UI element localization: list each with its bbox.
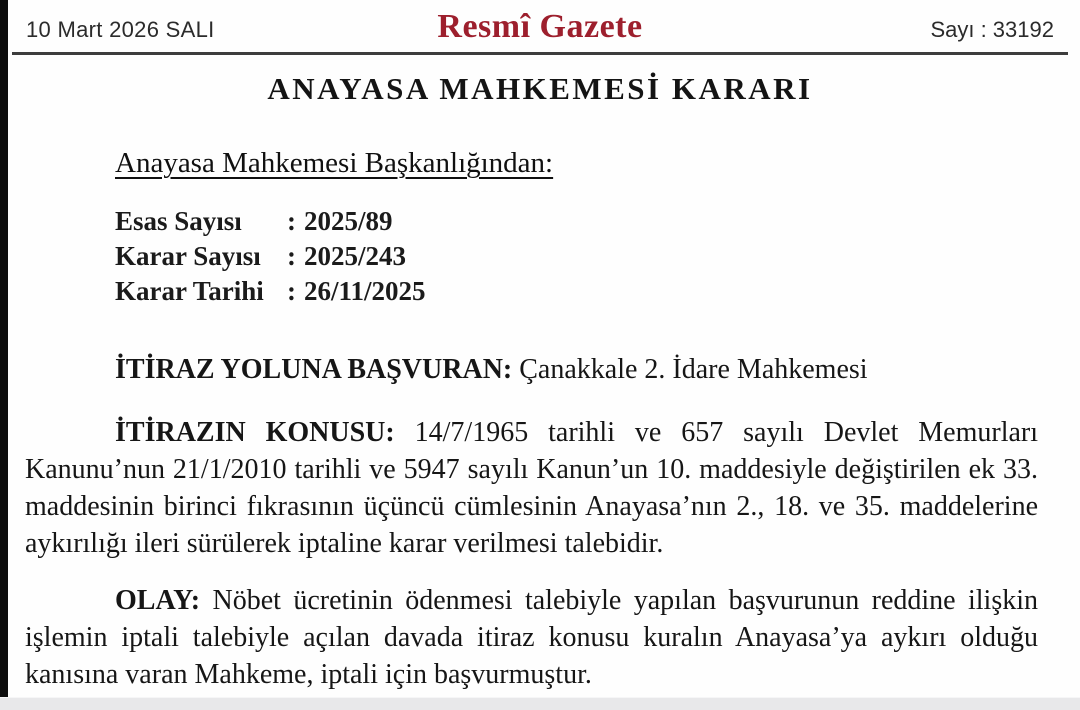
case-info-block bbox=[115, 204, 1080, 309]
case-separator: : bbox=[287, 276, 296, 306]
issue-date: 10 Mart 2026 SALI bbox=[26, 17, 215, 42]
case-info-row-esas bbox=[115, 204, 1080, 239]
masthead-title: Resmî Gazete bbox=[437, 8, 643, 45]
case-info-row-karar-sayisi bbox=[115, 239, 1080, 274]
incident-text: Nöbet ücretinin ödenmesi talebiyle yapılan başvurunun reddine ilişkin işlemin iptali talebiyle açılan davada itiraz konusu kuralın Anayasa’ya aykırı olduğu kanısına varan Mahkeme, iptali için başvurmuştur. bbox=[25, 585, 1038, 690]
subject-paragraph bbox=[25, 414, 1038, 562]
applicant-label: İTİRAZ YOLUNA BAŞVURAN: bbox=[115, 354, 513, 385]
case-label: Karar Tarihi bbox=[115, 276, 264, 306]
case-value: 26/11/2025 bbox=[304, 276, 426, 306]
subject-label: İTİRAZIN KONUSU: bbox=[115, 417, 395, 448]
issue-number: Sayı : 33192 bbox=[930, 17, 1054, 42]
subject-text: 14/7/1965 tarihli ve 657 sayılı Devlet Memurları Kanunu’nun 21/1/2010 tarihli ve 5947 sayılı Kanun’un 10. maddesiyle değiştirilen ek 33. maddesinin birinci fıkrasının üçüncü cümlesinin Anayasa’nın 2., 18. ve 35. maddelerine aykırılığı ileri sürülerek iptaline karar verilmesi talebidir. bbox=[25, 417, 1039, 559]
bottom-edge-scan-band bbox=[0, 697, 1080, 710]
case-label: Esas Sayısı bbox=[115, 206, 242, 236]
gazette-header bbox=[0, 0, 1080, 44]
applicant-paragraph bbox=[25, 351, 1038, 388]
case-separator: : bbox=[287, 241, 296, 271]
case-separator: : bbox=[287, 206, 296, 236]
header-divider bbox=[12, 52, 1068, 55]
incident-label: OLAY: bbox=[115, 585, 201, 616]
case-value: 2025/243 bbox=[304, 241, 407, 271]
applicant-text: Çanakkale 2. İdare Mahkemesi bbox=[519, 354, 868, 385]
case-value: 2025/89 bbox=[304, 206, 393, 236]
document-title: ANAYASA MAHKEMESİ KARARI bbox=[267, 71, 813, 106]
case-label: Karar Sayısı bbox=[115, 241, 261, 271]
left-edge-scan-band bbox=[0, 0, 8, 697]
issuing-authority-heading: Anayasa Mahkemesi Başkanlığından: bbox=[115, 147, 554, 179]
issuing-authority-line bbox=[115, 147, 1080, 180]
case-info-row-karar-tarihi bbox=[115, 274, 1080, 309]
incident-paragraph bbox=[25, 582, 1038, 693]
